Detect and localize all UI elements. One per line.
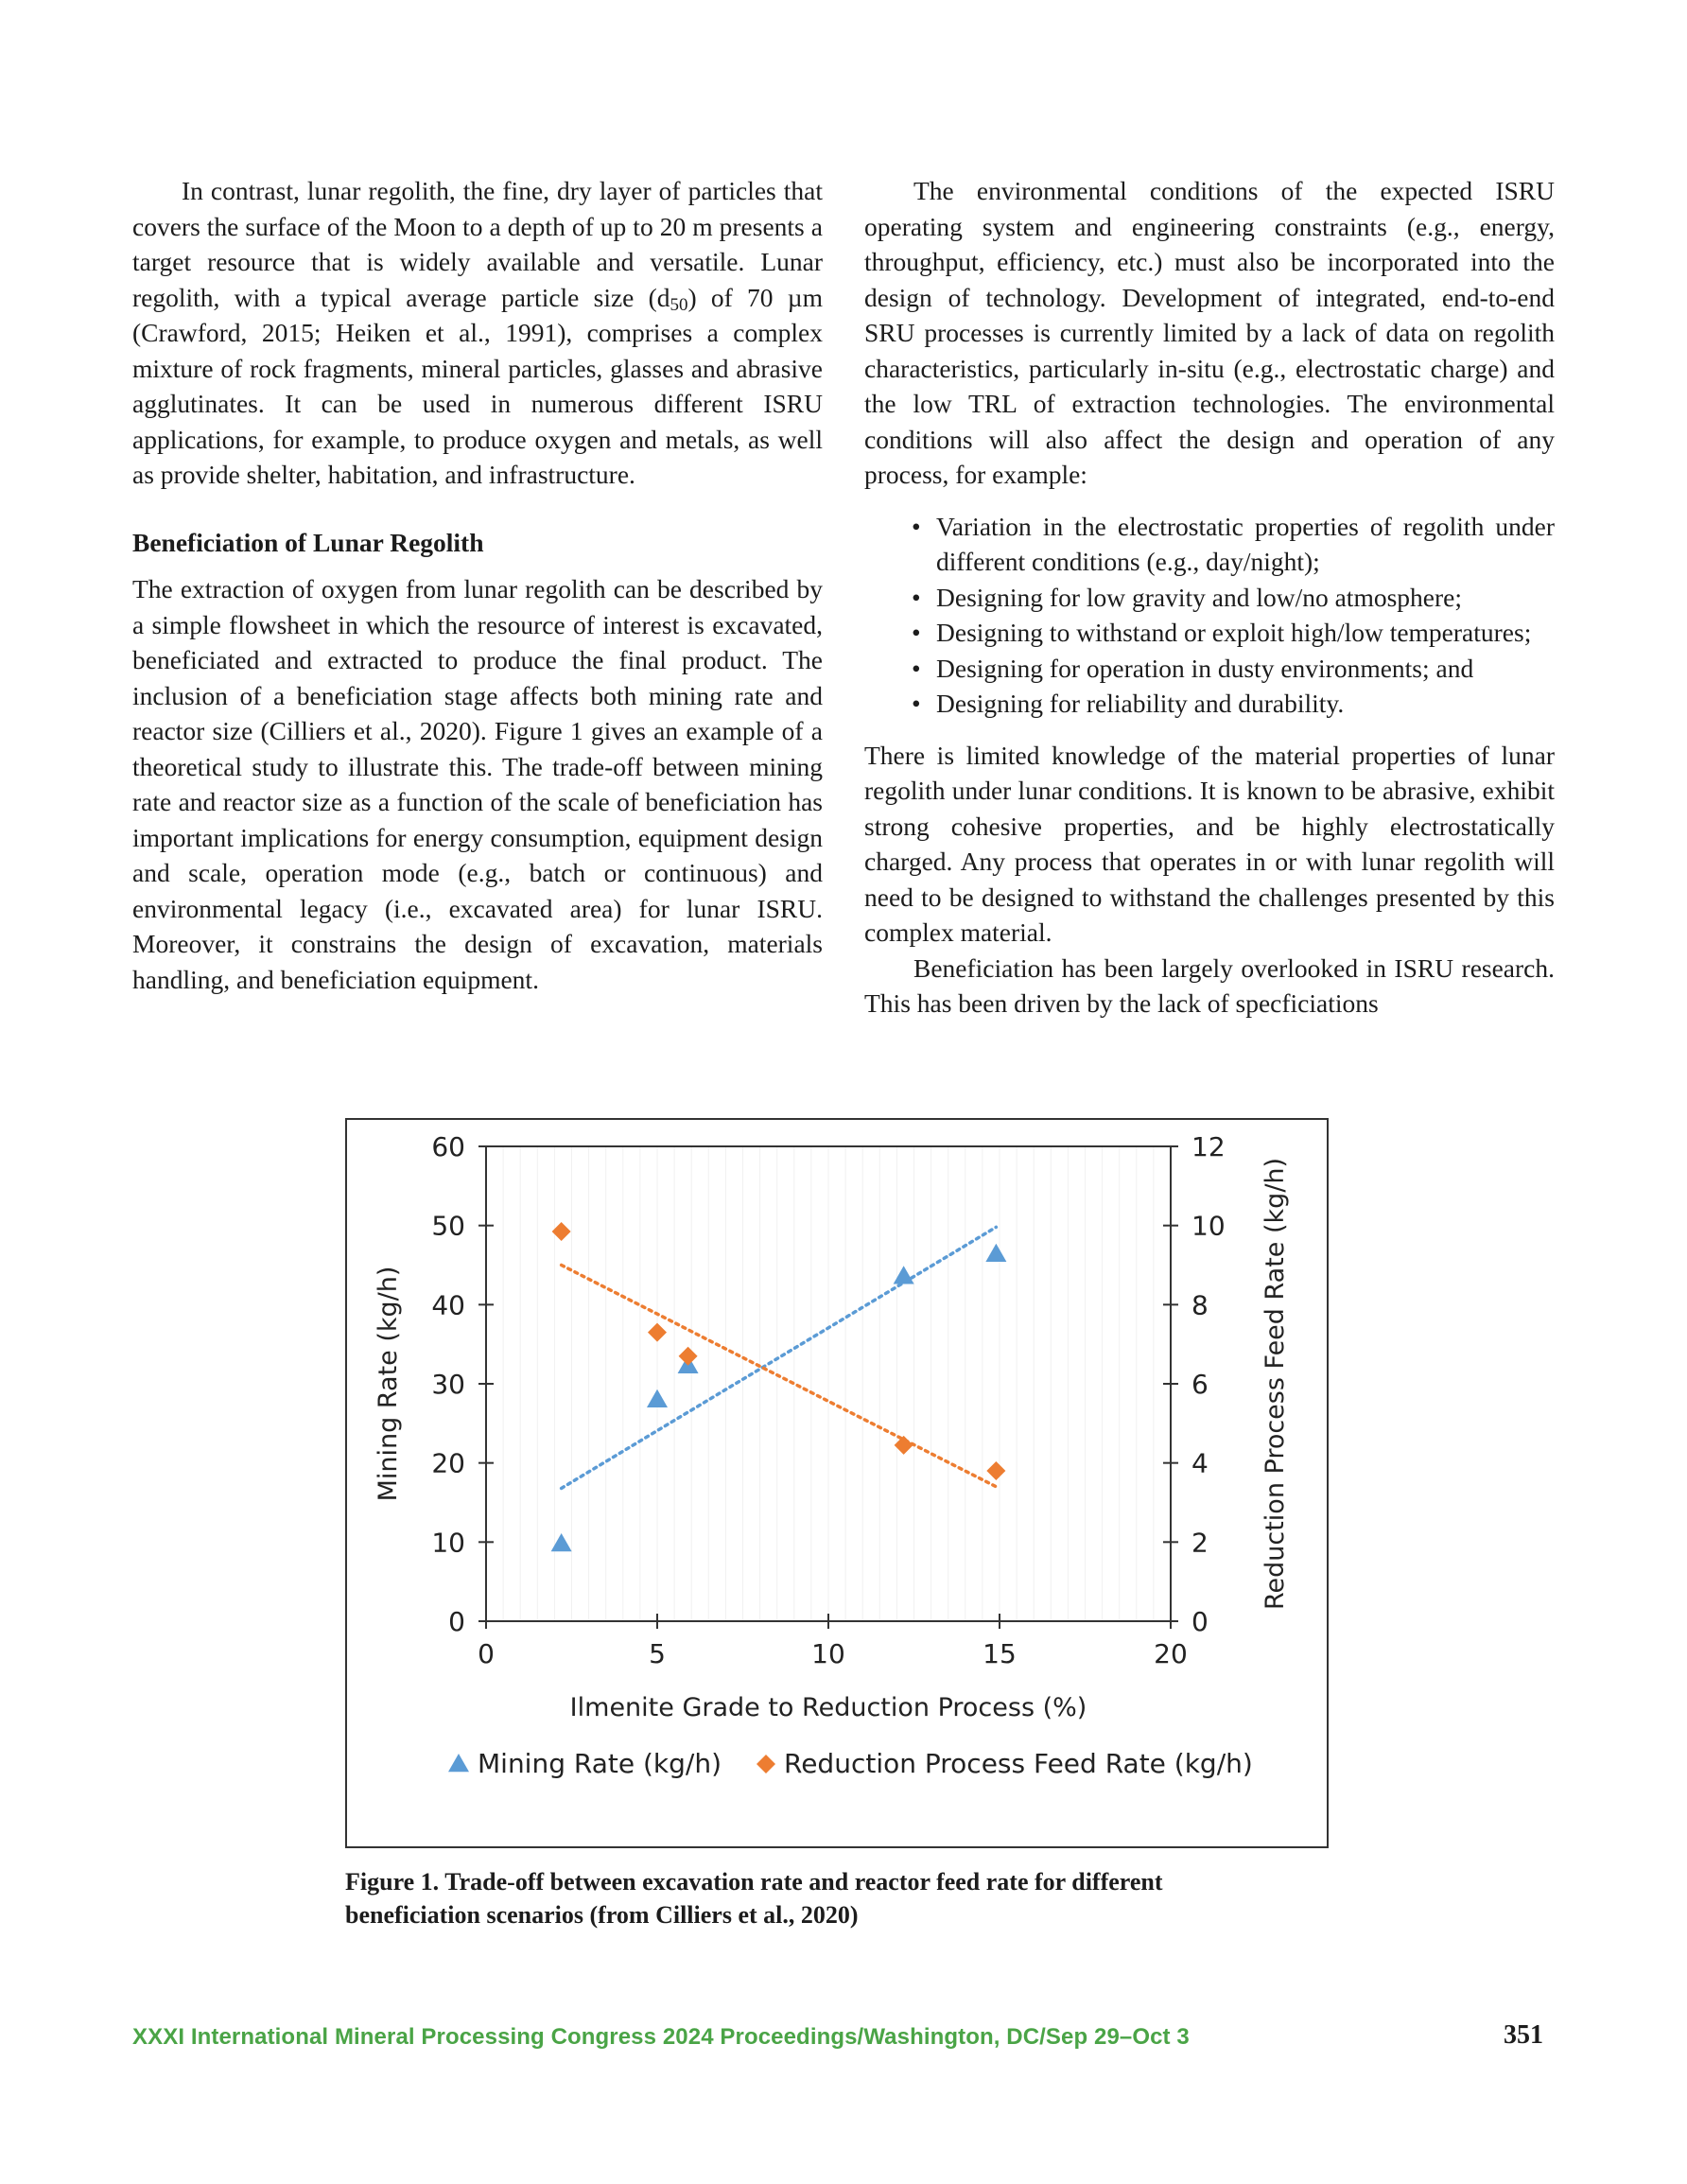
figure-caption bbox=[345, 1865, 1348, 1931]
feed-rate-point bbox=[679, 1347, 698, 1366]
caption-line-2: beneficiation scenarios (from Cilliers et al., 2020) bbox=[345, 1901, 859, 1929]
list-item: • Designing for low gravity and low/no atmosphere; bbox=[912, 580, 1555, 616]
right-y-tick-label: 10 bbox=[1191, 1210, 1226, 1242]
right-y-tick-label: 4 bbox=[1191, 1447, 1209, 1479]
list-item: • Designing to withstand or exploit high/low temperatures; bbox=[912, 615, 1555, 651]
right-y-tick-label: 8 bbox=[1191, 1289, 1209, 1321]
x-tick-label: 0 bbox=[478, 1638, 495, 1669]
right-y-tick-label: 2 bbox=[1191, 1527, 1209, 1559]
legend-mining-rate-marker bbox=[448, 1754, 469, 1772]
mining-rate-point bbox=[647, 1389, 668, 1407]
overlooked-paragraph: Beneficiation has been largely overlooked in ISRU research. This has been driven by the lack of specficiations bbox=[864, 952, 1555, 1018]
proceedings-footer: XXXI International Mineral Processing Congress 2024 Proceedings/Washington, DC/Sep 29–Oct 3 bbox=[132, 2024, 1190, 2050]
feed-rate-point bbox=[648, 1323, 667, 1342]
x-axis-title: Ilmenite Grade to Reduction Process (%) bbox=[569, 1693, 1087, 1722]
right-column bbox=[864, 173, 1555, 1022]
left-y-tick-label: 10 bbox=[431, 1527, 465, 1559]
x-tick-label: 15 bbox=[983, 1638, 1017, 1669]
left-y-tick-label: 20 bbox=[431, 1447, 465, 1479]
legend-mining-rate-label: Mining Rate (kg/h) bbox=[478, 1748, 722, 1779]
feed-rate-point bbox=[986, 1461, 1005, 1480]
right-y-axis-title: Reduction Process Feed Rate (kg/h) bbox=[1261, 1157, 1290, 1611]
right-y-tick-label: 0 bbox=[1191, 1606, 1209, 1637]
legend-feed-rate-label: Reduction Process Feed Rate (kg/h) bbox=[784, 1748, 1253, 1779]
d50-subscript: 50 bbox=[670, 294, 688, 315]
left-y-tick-label: 0 bbox=[448, 1606, 465, 1637]
right-y-tick-label: 12 bbox=[1191, 1131, 1226, 1162]
x-tick-label: 5 bbox=[649, 1638, 666, 1669]
page-number: 351 bbox=[1504, 2020, 1543, 2050]
beneficiation-paragraph: The extraction of oxygen from lunar regolith can be described by a simple flowsheet in which the resource of interest is excavated, beneficiated and extracted to produce the final product. The inclusion of a beneficiation stage affects both mining rate and reactor size (Cilliers et al., 2020). Figure 1 gives an example of a theoretical study to illustrate this. The trade-off between mining rate and reactor size as a function of the scale of beneficiation has important implications for energy consumption, equipment design and scale, operation mode (e.g., batch or continuous) and environmental legacy (i.e., excavated area) for lunar ISRU. Moreover, it constrains the design of excavation, materials handling, and beneficiation equipment. bbox=[132, 574, 823, 994]
figure-1 bbox=[345, 1118, 1329, 1848]
left-y-tick-label: 60 bbox=[431, 1131, 465, 1162]
list-item: • Designing for reliability and durability. bbox=[912, 686, 1555, 722]
legend-feed-rate-marker bbox=[757, 1755, 775, 1773]
list-item: • Variation in the electrostatic properties of regolith under different conditions (e.g., day/night); bbox=[912, 509, 1555, 580]
left-y-axis-title: Mining Rate (kg/h) bbox=[374, 1266, 403, 1502]
left-y-tick-label: 50 bbox=[431, 1210, 465, 1242]
trade-off-chart bbox=[347, 1120, 1327, 1846]
intro-paragraph bbox=[132, 173, 823, 493]
x-tick-label: 20 bbox=[1154, 1638, 1188, 1669]
left-y-tick-label: 30 bbox=[431, 1369, 465, 1400]
design-considerations-list bbox=[864, 509, 1555, 722]
intro-text-b: ) of 70 µm (Crawford, 2015; Heiken et al., 1991), comprises a complex mixture of rock fragments, mineral particles, glasses and abrasive agglutinates. It can be used in numerous different ISRU applications, for example, to produce oxygen and metals, as well as provide shelter, habitation, and infrastructure. bbox=[132, 282, 823, 489]
x-tick-label: 10 bbox=[811, 1638, 845, 1669]
environment-paragraph: The environmental conditions of the expected ISRU operating system and engineering constraints (e.g., energy, throughput, efficiency, etc.) must also be incorporated into the design of technology. Development of integrated, end-to-end SRU processes is currently limited by a lack of data on regolith characteristics, particularly in-situ (e.g., electrostatic charge) and the low TRL of extraction technologies. The environmental conditions will also affect the design and operation of any process, for example: bbox=[864, 176, 1555, 489]
right-y-tick-label: 6 bbox=[1191, 1369, 1209, 1400]
caption-line-1: Figure 1. Trade-off between excavation rate and reactor feed rate for different bbox=[345, 1868, 1163, 1896]
mining-rate-point bbox=[985, 1244, 1006, 1262]
left-column bbox=[132, 173, 823, 997]
left-y-tick-label: 40 bbox=[431, 1289, 465, 1321]
section-heading: Beneficiation of Lunar Regolith bbox=[132, 527, 484, 557]
intro-text-a: In contrast, lunar regolith, the fine, dry layer of particles that covers the surface of the Moon to a depth of up to 20 m presents a target resource that is widely available and versatile. Lunar regolith, with a typical average particle size (d bbox=[132, 176, 823, 312]
material-properties-paragraph: There is limited knowledge of the material properties of lunar regolith under lunar conditions. It is known to be abrasive, exhibit strong cohesive properties, and be highly electrostatically charged. Any process that operates in or with lunar regolith will need to be designed to withstand the challenges presented by this complex material. bbox=[864, 740, 1555, 947]
list-item: • Designing for operation in dusty environments; and bbox=[912, 651, 1555, 687]
